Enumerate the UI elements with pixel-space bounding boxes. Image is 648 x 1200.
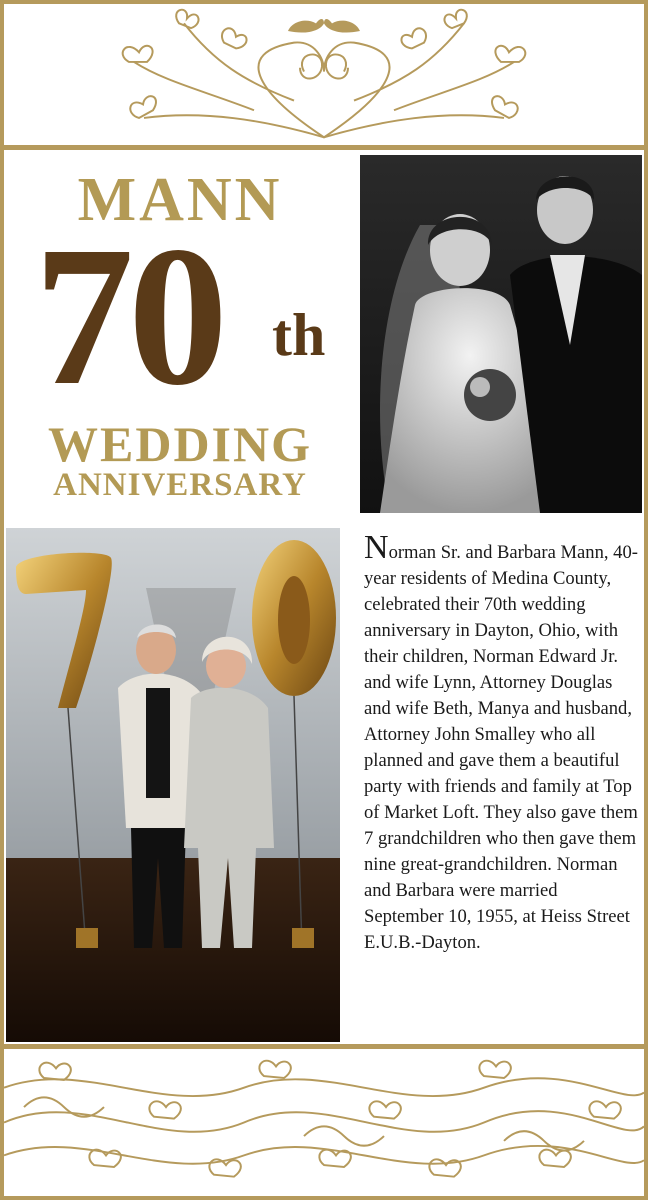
announcement-body: orman Sr. and Barbara Mann, 40-year residents of Medina County, celebrated their 70th wedding anniversary in Dayton, Ohio, with their children, Norman Edward Jr. and wife Lynn, Attorney Douglas and wife Beth, Manya and husband, Attorney John Smalley who all planned and gave them a beautiful party with friends and family at Top of Market Loft. They also gave them 7 grandchildren who then gave them nine great-grandchildren. Norman and Barbara were married September 10, 1955, at Heiss Street E.U.B.-Dayton. [364, 542, 638, 953]
family-name-title: MANN [77, 166, 283, 234]
top-floral-band [4, 4, 644, 150]
bottom-floral-band [4, 1044, 644, 1196]
wedding-heading: WEDDING [47, 416, 313, 472]
anniversary-number: 70 [34, 206, 222, 427]
party-photo [6, 528, 340, 1042]
lovebirds-icon [288, 19, 360, 33]
drop-cap: N [364, 529, 389, 566]
floral-ornament-bottom [4, 1049, 644, 1196]
announcement-text [356, 528, 642, 1040]
floral-ornament-top [4, 4, 644, 145]
title-block [4, 155, 356, 525]
anniversary-heading: ANNIVERSARY [53, 467, 307, 503]
wedding-photo [360, 155, 642, 513]
ordinal-suffix: th [272, 302, 326, 368]
